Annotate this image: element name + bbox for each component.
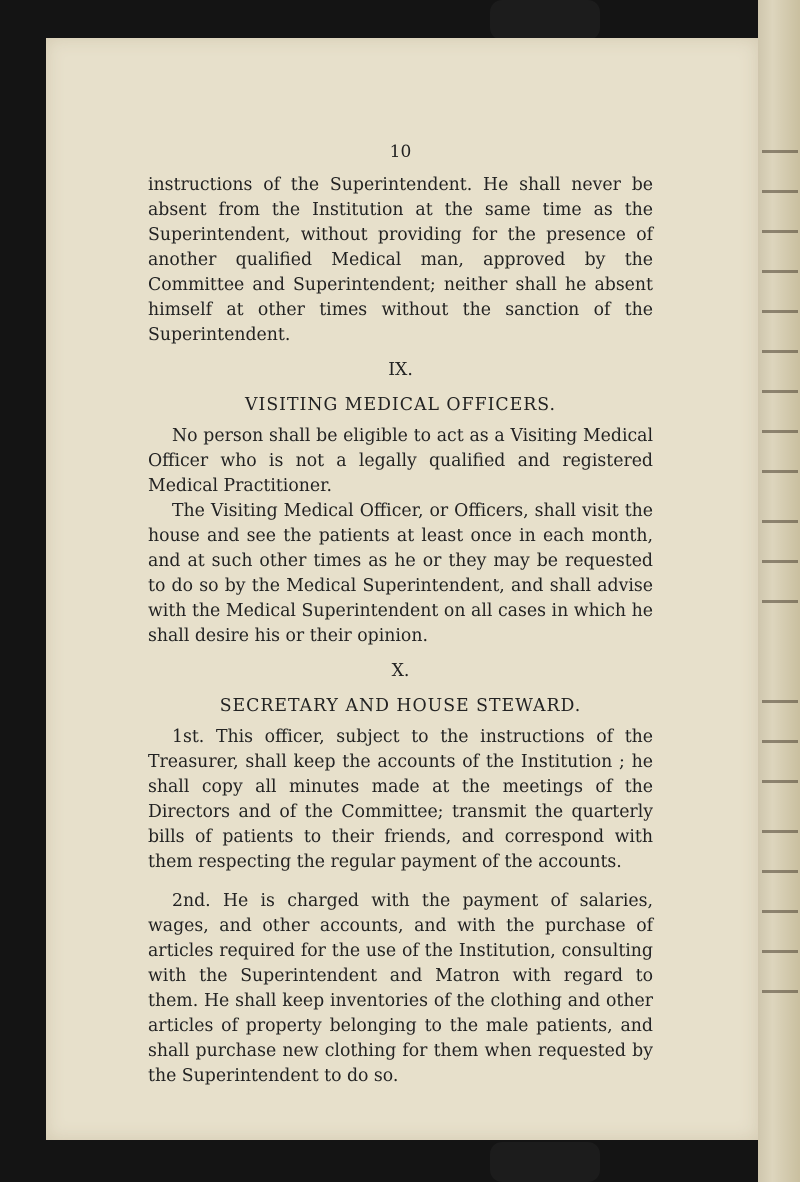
section-paragraph: 1st. This officer, subject to the instructions of the Treasurer, shall keep the accounts of the Institution ; he shall copy all minutes made at the meetings of the Directors and of the Committee; transmit the quarterly bills of patients to their friends, and correspond with them respecting the regular payment of the accounts. [148, 727, 653, 872]
book-clip-top [490, 0, 600, 40]
section-numeral-x: X. [391, 661, 410, 681]
page-number: 10 [389, 142, 412, 162]
section-paragraph: No person shall be eligible to act as a Visiting Medical Officer who is not a legally qualified and registered Medical Practitioner. [148, 426, 653, 496]
adjacent-page-edge [758, 0, 800, 1182]
section-numeral-ix: IX. [388, 360, 413, 380]
section-paragraph: 2nd. He is charged with the payment of salaries, wages, and other accounts, and with the purchase of articles required for the use of the Institution, consulting with the Superintendent and Matron with regard to them. He shall keep inventories of the clothing and other articles of property belonging to the male patients, and shall purchase new clothing for them when requested by the Superintendent to do so. [148, 891, 653, 1086]
opening-paragraph: instructions of the Superintendent. He shall never be absent from the Institution at the same time as the Superintendent, without providing for the presence of another qualified Medical man, approved by the Committee and Superintendent; neither shall he absent himself at other times without the sanction of the Superintendent. [148, 175, 653, 345]
book-clip-bottom [490, 1142, 600, 1182]
section-heading-visiting-medical-officers: VISITING MEDICAL OFFICERS. [245, 395, 556, 415]
section-heading-secretary-house-steward: SECRETARY AND HOUSE STEWARD. [219, 696, 582, 716]
section-paragraph: The Visiting Medical Officer, or Officers, shall visit the house and see the patients at least once in each month, and at such other times as he or they may be requested to do so by the Medical Superintendent, and shall advise with the Medical Superintendent on all cases in which he shall desire his or their opinion. [148, 501, 653, 646]
page-text [148, 140, 653, 1089]
